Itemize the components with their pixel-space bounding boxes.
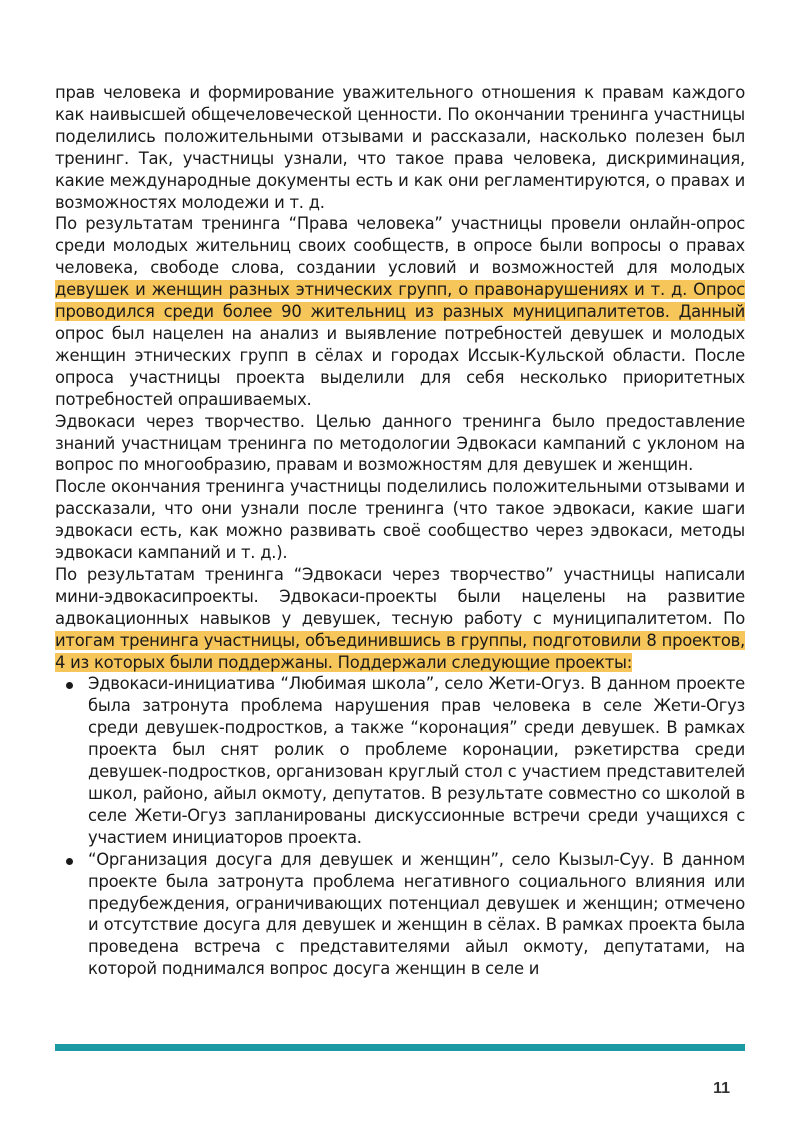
paragraph-advocacy [55,411,745,477]
paragraph-survey [55,213,745,410]
highlighted-text: девушек и женщин разных этнических групп, о правонарушениях и т. д. Опрос проводился среди более 90 жительниц из разных муниципалитетов. Данный [55,280,745,322]
footer-divider [55,1044,745,1051]
bullet-icon [66,858,73,865]
paragraph-intro [55,82,745,213]
paragraph-text: После окончания тренинга участницы поделились положительными отзывами и рассказали, что они узнали после тренинга (что такое эдвокаси, какие шаги эдвокаси есть, как можно развивать своё сообщество через эдвокаси, методы эдвокаси кампаний и т. д.). [55,477,745,563]
list-item [88,849,745,980]
projects-list [55,673,745,980]
highlighted-text: итогам тренинга участницы, объединившись в группы, подготовили 8 проектов, 4 из которых были поддержаны. Поддержали следующие проекты: [55,630,745,672]
paragraph-feedback [55,476,745,564]
bullet-icon [66,682,73,689]
paragraph-results [55,564,745,674]
paragraph-text: Эдвокаси через творчество. Целью данного тренинга было предоставление знаний участницам тренинга по методологии Эдвокаси кампаний с уклоном на вопрос по многообразию, правам и возможностям для девушек и женщин. [55,411,745,475]
list-item-text: “Организация досуга для девушек и женщин”, село Кызыл-Суу. В данном проекте была затронута проблема негативного социального влияния или предубеждения, ограничивающих потенциал девушек и женщин; отмечено и отсутствие досуга для девушек и женщин в сёлах. В рамках проекта была проведена встреча с представителями айыл окмоту, депутатами, на которой поднимался вопрос досуга женщин в селе и [88,849,745,979]
paragraph-text: опрос был нацелен на анализ и выявление потребностей девушек и молодых женщин этнических групп в сёлах и городах Иссык-Кульской области. После опроса участницы проекта выделили для себя несколько приоритетных потребностей опрашиваемых. [55,323,745,409]
body-text [55,82,745,980]
list-item-text: Эдвокаси-инициатива “Любимая школа”, село Жети-Огуз. В данном проекте была затронута проблема нарушения прав человека в селе Жети-Огуз среди девушек-подростков, а также “коронация” среди девушек. В рамках проекта был снят ролик о проблеме коронации, рэкетирства среди девушек-подростков, организован круглый стол с участием представителей школ, районо, айыл окмоту, депутатов. В результате совместно со школой в селе Жети-Огуз запланированы дискуссионные встречи среди учащихся с участием инициаторов проекта. [88,674,745,847]
page-number: 11 [713,1080,730,1097]
paragraph-text: По результатам тренинга “Эдвокаси через творчество” участницы написали мини-эдвокасипроекты. Эдвокаси-проекты были нацелены на развитие адвокационных навыков у девушек, тесную работу с муниципалитетом. По [55,564,745,628]
list-item [88,673,745,848]
paragraph-text: прав человека и формирование уважительного отношения к правам каждого как наивысшей общечеловеческой ценности. По окончании тренинга участницы поделились положительными отзывами и рассказали, насколько полезен был тренинг. Так, участницы узнали, что такое права человека, дискриминация, какие международные документы есть и как они регламентируются, о правах и возможностях молодежи и т. д. [55,83,745,212]
paragraph-text: По результатам тренинга “Права человека” участницы провели онлайн-опрос среди молодых жительниц своих сообществ, в опросе были вопросы о правах человека, свободе слова, создании условий и возможностей для молодых [55,214,745,278]
